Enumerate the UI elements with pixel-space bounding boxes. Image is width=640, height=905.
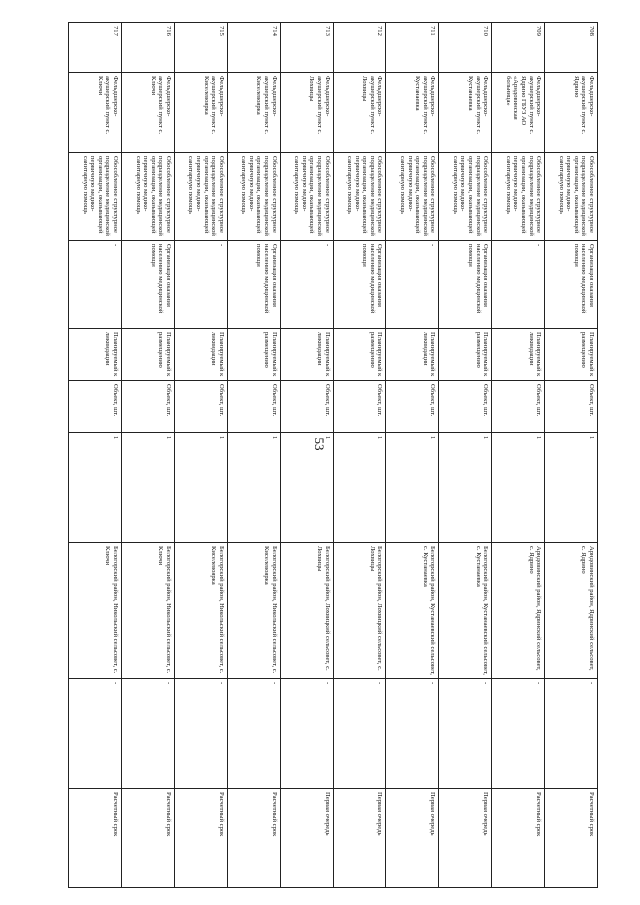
facility-name-cell: Фельдшерско-акушерский пункт с. Киселевоярка	[174, 73, 227, 153]
facility-location-cell: Белогорский район, Лохвицкий сельсовет, с. Лохвицы	[333, 543, 386, 679]
facility-purpose-cell: -	[174, 241, 227, 329]
additional-info-cell: -	[492, 679, 545, 789]
facility-location-cell: Белогорский район, Никольский сельсовет, с. Ключи	[69, 543, 122, 679]
facility-location-cell: Белогорский район, Лохвицкий сельсовет, с. Лохвицы	[280, 543, 333, 679]
unit-of-measure-cell: Объект, шт.	[280, 381, 333, 433]
facility-purpose-cell: Организация оказания населению медицинской помощи	[121, 241, 174, 329]
facility-purpose-cell: -	[280, 241, 333, 329]
unit-of-measure-cell: Объект, шт.	[174, 381, 227, 433]
row-number-cell: 710	[439, 23, 492, 73]
facility-type-cell: Обособленное структурное подразделение медицинской организации, оказывающей первичную медико-санитарную помощь	[545, 153, 598, 241]
facility-location-cell: Арндовинский район, Ядринский сельсовет, с. Ядрино	[492, 543, 545, 679]
facility-name-cell: Фельдшерско-акушерский пункт с. Кустанаевка	[386, 73, 439, 153]
facility-purpose-cell: -	[69, 241, 122, 329]
facility-name-cell: Фельдшерско-акушерский пункт с. Лохвицы	[280, 73, 333, 153]
additional-info-cell: -	[439, 679, 492, 789]
table-row	[545, 23, 598, 888]
unit-of-measure-cell: Объект, шт.	[121, 381, 174, 433]
implementation-term-cell: Первая очередь	[386, 789, 439, 888]
table-row	[174, 23, 227, 888]
facility-name-cell: Фельдшерско-акушерский пункт с. Ядрино ГБУЗ АО «Арндовинская больница»	[492, 73, 545, 153]
facility-purpose-cell: Организация оказания населению медицинской помощи	[545, 241, 598, 329]
row-number-cell: 711	[386, 23, 439, 73]
table-row	[386, 23, 439, 888]
quantity-cell: 1	[386, 433, 439, 543]
table-row	[492, 23, 545, 888]
table-row	[439, 23, 492, 888]
facility-type-cell: Обособленное структурное подразделение медицинской организации, оказывающей первичную медико-санитарную помощь	[492, 153, 545, 241]
facility-status-cell: Планируемый к ликвидации	[69, 329, 122, 381]
row-number-cell: 709	[492, 23, 545, 73]
facility-purpose-cell: Организация оказания населению медицинской помощи	[439, 241, 492, 329]
facility-name-cell: Фельдшерско-акушерский пункт с. Лохвицы	[333, 73, 386, 153]
facility-location-cell: Белогорский район, Никольский сельсовет, с. Ключи	[121, 543, 174, 679]
unit-of-measure-cell: Объект, шт.	[386, 381, 439, 433]
facility-name-cell: Фельдшерско-акушерский пункт с. Ключи	[121, 73, 174, 153]
facility-purpose-cell: -	[492, 241, 545, 329]
additional-info-cell: -	[386, 679, 439, 789]
facility-type-cell: Обособленное структурное подразделение медицинской организации, оказывающей первичную медико-санитарную помощь	[174, 153, 227, 241]
facility-type-cell: Обособленное структурное подразделение медицинской организации, оказывающей первичную медико-санитарную помощь	[439, 153, 492, 241]
facilities-table	[68, 22, 598, 888]
additional-info-cell: -	[69, 679, 122, 789]
facility-status-cell: Планируемый к ликвидации	[386, 329, 439, 381]
unit-of-measure-cell: Объект, шт.	[227, 381, 280, 433]
unit-of-measure-cell: Объект, шт.	[545, 381, 598, 433]
implementation-term-cell: Первая очередь	[333, 789, 386, 888]
additional-info-cell: -	[121, 679, 174, 789]
implementation-term-cell: Расчетный срок	[545, 789, 598, 888]
table-row	[333, 23, 386, 888]
additional-info-cell: -	[545, 679, 598, 789]
quantity-cell: 1	[545, 433, 598, 543]
facility-status-cell: Планируемый к ликвидации	[492, 329, 545, 381]
table-row	[280, 23, 333, 888]
quantity-cell: 1	[69, 433, 122, 543]
implementation-term-cell: Первая очередь	[439, 789, 492, 888]
facility-name-cell: Фельдшерско-акушерский пункт с. Киселевоярка	[227, 73, 280, 153]
implementation-term-cell: Расчетный срок	[69, 789, 122, 888]
additional-info-cell: -	[333, 679, 386, 789]
implementation-term-cell: Расчетный срок	[227, 789, 280, 888]
facility-type-cell: Обособленное структурное подразделение медицинской организации, оказывающей первичную медико-санитарную помощь	[69, 153, 122, 241]
facility-status-cell: Планируемый к размещению	[439, 329, 492, 381]
facility-name-cell: Фельдшерско-акушерский пункт с. Ключи	[69, 73, 122, 153]
quantity-cell: 1	[121, 433, 174, 543]
row-number-cell: 712	[333, 23, 386, 73]
table-body	[69, 23, 598, 888]
facility-location-cell: Белогорский район, Кустанаевский сельсовет, с. Кустанаевка	[386, 543, 439, 679]
row-number-cell: 716	[121, 23, 174, 73]
quantity-cell: 1	[227, 433, 280, 543]
unit-of-measure-cell: Объект, шт.	[333, 381, 386, 433]
unit-of-measure-cell: Объект, шт.	[69, 381, 122, 433]
facility-location-cell: Белогорский район, Никольский сельсовет, с. Киселевоярка	[174, 543, 227, 679]
facility-status-cell: Планируемый к ликвидации	[280, 329, 333, 381]
table-row	[69, 23, 122, 888]
facility-type-cell: Обособленное структурное подразделение медицинской организации, оказывающей первичную медико-санитарную помощь	[386, 153, 439, 241]
additional-info-cell: -	[280, 679, 333, 789]
facility-location-cell: Белогорский район, Никольский сельсовет, с. Киселевоярка	[227, 543, 280, 679]
row-number-cell: 717	[69, 23, 122, 73]
facility-type-cell: Обособленное структурное подразделение медицинской организации, оказывающей первичную медико-санитарную помощь	[333, 153, 386, 241]
facility-purpose-cell: Организация оказания населению медицинской помощи	[227, 241, 280, 329]
additional-info-cell: -	[174, 679, 227, 789]
quantity-cell: 1	[280, 433, 333, 543]
quantity-cell: 1	[333, 433, 386, 543]
rotated-table-container	[68, 22, 598, 887]
facility-purpose-cell: -	[386, 241, 439, 329]
implementation-term-cell: Расчетный срок	[121, 789, 174, 888]
quantity-cell: 1	[439, 433, 492, 543]
quantity-cell: 1	[492, 433, 545, 543]
facility-type-cell: Обособленное структурное подразделение медицинской организации, оказывающей первичную медико-санитарную помощь	[227, 153, 280, 241]
additional-info-cell: -	[227, 679, 280, 789]
facility-status-cell: Планируемый к размещению	[333, 329, 386, 381]
facility-type-cell: Обособленное структурное подразделение медицинской организации, оказывающей первичную медико-санитарную помощь	[121, 153, 174, 241]
table-row	[227, 23, 280, 888]
facility-type-cell: Обособленное структурное подразделение медицинской организации, оказывающей первичную медико-санитарную помощь	[280, 153, 333, 241]
row-number-cell: 708	[545, 23, 598, 73]
row-number-cell: 715	[174, 23, 227, 73]
unit-of-measure-cell: Объект, шт.	[492, 381, 545, 433]
implementation-term-cell: Первая очередь	[280, 789, 333, 888]
table-row	[121, 23, 174, 888]
row-number-cell: 713	[280, 23, 333, 73]
facility-purpose-cell: Организация оказания населению медицинской помощи	[333, 241, 386, 329]
implementation-term-cell: Расчетный срок	[174, 789, 227, 888]
implementation-term-cell: Расчетный срок	[492, 789, 545, 888]
facility-status-cell: Планируемый к размещению	[227, 329, 280, 381]
page-number: 53	[312, 437, 327, 451]
facility-status-cell: Планируемый к размещению	[545, 329, 598, 381]
facility-location-cell: Арндовинский район, Ядринский сельсовет, с. Ядрино	[545, 543, 598, 679]
row-number-cell: 714	[227, 23, 280, 73]
facility-status-cell: Планируемый к ликвидации	[174, 329, 227, 381]
facility-name-cell: Фельдшерско-акушерский пункт с. Кустанаевка	[439, 73, 492, 153]
facility-status-cell: Планируемый к размещению	[121, 329, 174, 381]
unit-of-measure-cell: Объект, шт.	[439, 381, 492, 433]
facility-location-cell: Белогорский район, Кустанаевский сельсовет, с. Кустанаевка	[439, 543, 492, 679]
facility-name-cell: Фельдшерско-акушерский пункт с. Ядрино	[545, 73, 598, 153]
quantity-cell: 1	[174, 433, 227, 543]
